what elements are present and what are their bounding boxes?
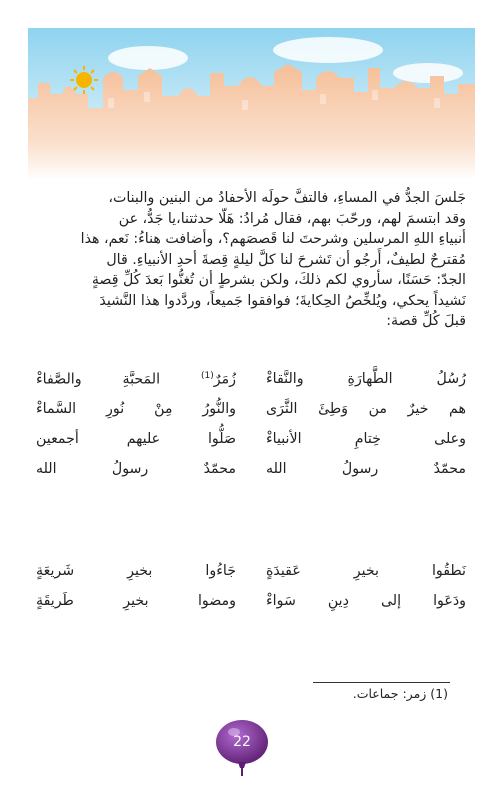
verse-rest: المَحبَّةِ والصَّفاءْ [36, 371, 201, 388]
verse-first-hemistich: ودَعَوا إلى دِينِ سَواءْ [266, 593, 466, 609]
verse-first-hemistich: رُسُلُ الطَّهارَةِ والنَّقاءْ [266, 371, 466, 387]
poem-verse [36, 454, 466, 484]
poem-verse [36, 586, 466, 616]
poem-verse [36, 556, 466, 586]
story-line: أنبياءِ اللهِ المرسلين وشرحتَ لنا قَصصَهم؟، وأضافت هناءُ: نَعم، هذا [80, 231, 466, 247]
story-line: الجدّ: حَسَنًا، سأروي لكم ذلكَ، ولكن بشرطٍ أن تُغنُّوا بَعدَ كُلِّ قِصةٍ [91, 272, 466, 288]
verse-second-hemistich: والنُّورُ مِنْ نُورِ السَّماءْ [36, 401, 236, 417]
poem-stanza-2 [36, 556, 466, 616]
page-number: 22 [233, 734, 251, 750]
poem-stanza-1 [36, 364, 466, 484]
verse-second-hemistich [36, 371, 236, 388]
poem-verse [36, 424, 466, 454]
story-line: نَشيداً يحكي، ويُلخِّصُ الحِكايةَ؛ فوافقوا جَميعاً، وردَّدوا هذا النَّشيدَ [99, 292, 466, 309]
verse-first-hemistich: محمّدٌ رسولُ الله [266, 461, 466, 477]
verse-second-hemistich: محمّدٌ رسولُ الله [36, 461, 236, 477]
story-line: مُقترحٌ لطيفٌ، أَرجُو أن تَشرحَ لنا كلَّ ليلةٍ قِصةَ أحدِ الأنبياءِ. قال [106, 251, 466, 268]
verse-second-hemistich: صَلُّوا عليهم أجمعين [36, 431, 236, 447]
verse-second-hemistich: جَاءُوا بخيرِ شَريعَةٍ [36, 563, 236, 579]
poem-verse [36, 394, 466, 424]
footnote-marker: (1) [200, 370, 214, 381]
footnote-divider [313, 682, 450, 683]
verse-first-hemistich: وعلى خِتامِ الأنبياءْ [266, 431, 466, 447]
story-paragraph [36, 188, 466, 332]
header-illustration [28, 28, 475, 180]
poem-verse [36, 364, 466, 394]
verse-second-hemistich: ومضوا بخيرِ طَريقَةٍ [36, 593, 236, 609]
footnote: (1) زمر: جماعات. [352, 686, 448, 701]
story-line: جَلسَ الجدُّ في المساءِ، فالتفَّ حولَه الأحفادُ من البنين والبنات، [108, 190, 466, 206]
verse-first-hemistich: نَطقُوا بخيرِ عَقيدَةٍ [266, 563, 466, 579]
verse-word: زُمَرٌ [213, 371, 236, 388]
story-line: وقد ابتسمَ لهم، ورحّبَ بهم، فقال مُرادُ: هَلّا حدثتنا،يا جَدُّ، عن [118, 210, 466, 227]
story-line: قبلَ كُلِّ قصة: [386, 313, 466, 329]
skyline-illustration [28, 28, 475, 180]
page-number-badge [210, 718, 274, 776]
verse-first-hemistich: هم خيرٌ من وَطِئَ الثَّرَى [266, 401, 466, 417]
